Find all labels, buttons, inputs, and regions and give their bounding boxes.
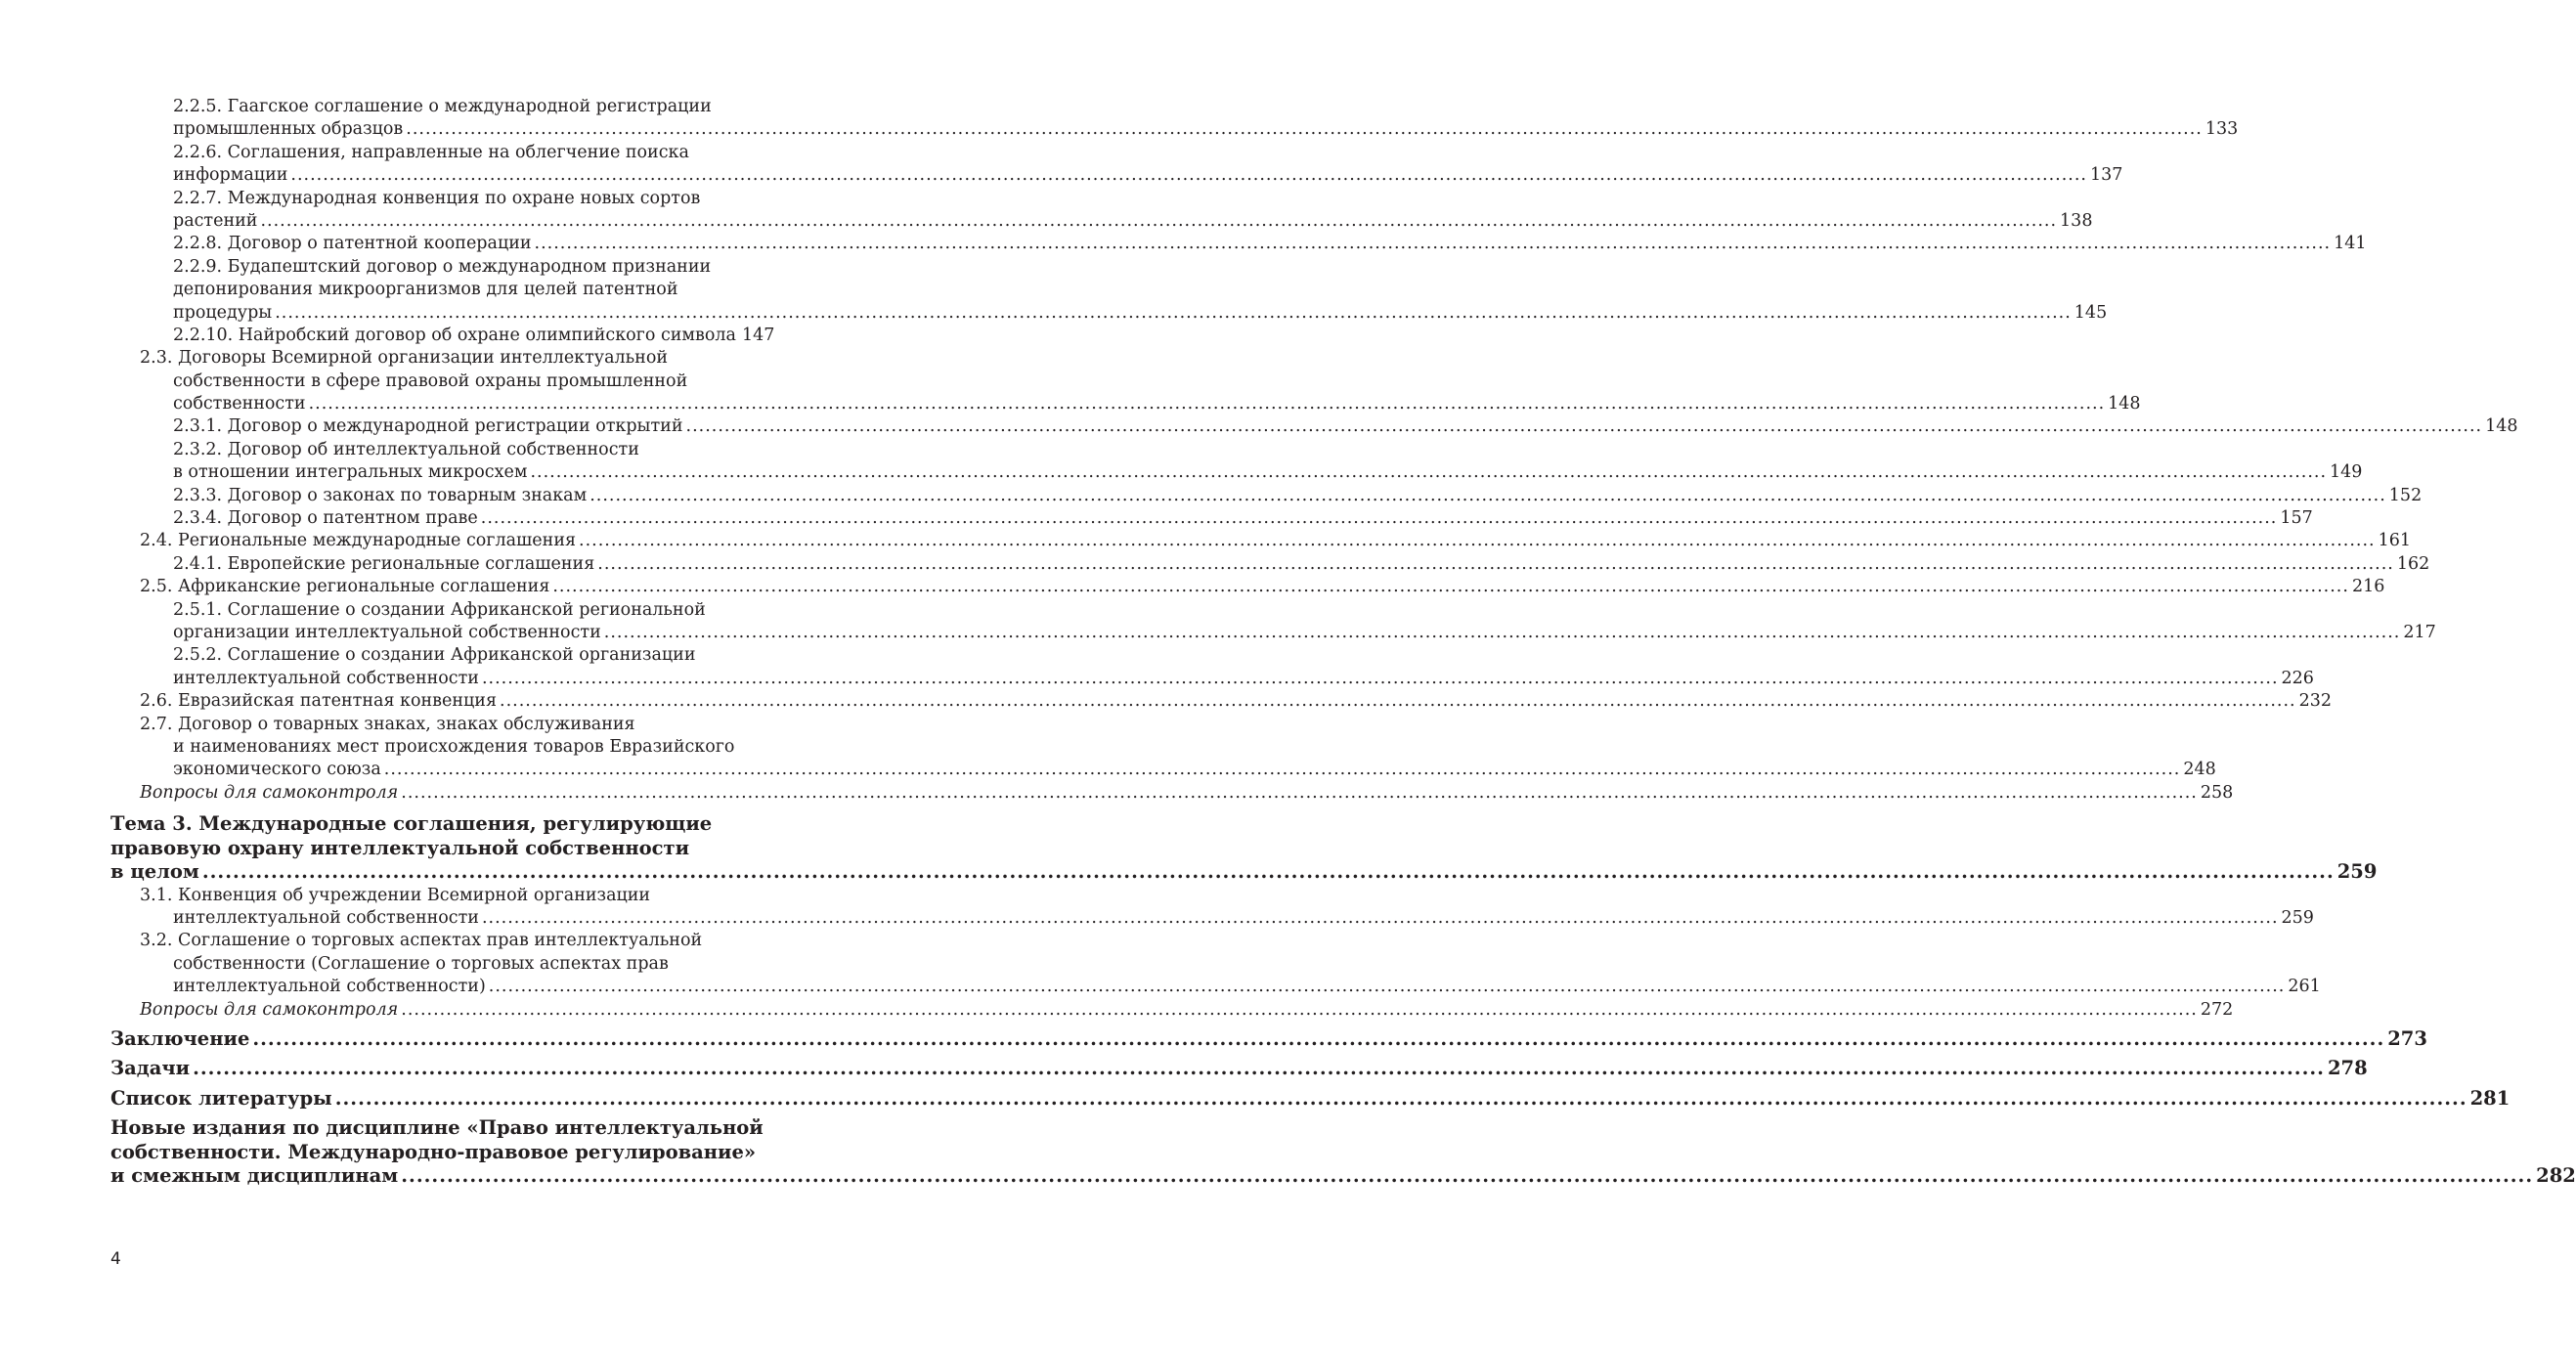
toc-entry-title: промышленных образцов <box>173 119 404 140</box>
toc-chapter-entry <box>110 812 2378 885</box>
toc-entry <box>173 256 2108 325</box>
dot-leader <box>597 553 2394 576</box>
toc-entry-title: информации <box>173 165 288 186</box>
toc-entry-title: 2.3.1. Договор о международной регистрации открытий <box>173 416 683 437</box>
toc-entry <box>173 188 2093 234</box>
toc-page-number: 217 <box>2403 622 2436 642</box>
toc-entry <box>140 690 2332 713</box>
dot-leader <box>604 622 2401 644</box>
dot-leader <box>335 1087 2467 1111</box>
toc-entry-title: 2.5. Африканские региональные соглашения <box>140 577 550 597</box>
toc-entry <box>173 507 2313 530</box>
toc-page-number: 148 <box>2108 394 2141 414</box>
dot-leader <box>530 461 2327 484</box>
toc-entry <box>173 599 2436 645</box>
page-number: 4 <box>110 1249 121 1269</box>
toc-page-number: 278 <box>2327 1057 2368 1080</box>
toc-chapter-entry <box>110 1057 2368 1081</box>
toc-entry-title: 2.2.8. Договор о патентной кооперации <box>173 234 532 254</box>
toc-entry-title: собственности <box>173 394 306 414</box>
toc-entry-line: 2.2.5. Гаагское соглашение о международной регистрации <box>173 97 712 116</box>
toc-entry-title: Список литературы <box>110 1086 332 1110</box>
toc-page-number: 141 <box>2334 234 2367 254</box>
toc-entry <box>140 885 2314 931</box>
toc-entry-line: 2.3. Договоры Всемирной организации интеллектуальной <box>140 348 669 369</box>
toc-entry-line: 2.7. Договор о товарных знаках, знаках обслуживания <box>140 714 635 734</box>
toc-page-number: 152 <box>2388 485 2423 505</box>
toc-entry-line: 2.5.1. Соглашение о создании Африканской региональной <box>173 599 706 620</box>
dot-leader <box>481 507 2278 530</box>
dot-leader <box>535 233 2332 255</box>
toc-entry-title: организации интеллектуальной собственности <box>173 622 601 642</box>
toc-entry-title: интеллектуальной собственности <box>173 908 479 928</box>
dot-leader <box>482 907 2279 930</box>
toc-page-number: 273 <box>2387 1026 2427 1050</box>
toc-entry-title: 2.4. Региональные международные соглашения <box>140 531 577 551</box>
toc-entry <box>173 415 2518 438</box>
dot-leader <box>489 976 2286 998</box>
toc-entry-line: 2.2.7. Международная конвенция по охране новых сортов <box>173 188 701 208</box>
dot-leader <box>500 690 2296 713</box>
table-of-contents <box>0 96 2576 1189</box>
dot-leader <box>686 415 2483 438</box>
toc-chapter-entry <box>110 1086 2511 1111</box>
toc-entry <box>140 782 2234 805</box>
toc-page-number: 161 <box>2378 531 2412 551</box>
toc-page-number: 157 <box>2280 508 2313 529</box>
toc-entry-line: 2.2.9. Будапештский договор о международном признании <box>173 256 712 277</box>
dot-leader <box>384 759 2181 781</box>
toc-entry <box>173 96 2239 142</box>
toc-page-number: 216 <box>2351 577 2385 597</box>
toc-page-number: 137 <box>2089 165 2123 186</box>
toc-entry-line: Новые издания по дисциплине «Право интеллектуальной <box>110 1116 764 1140</box>
toc-page-number: 133 <box>2205 119 2239 140</box>
toc-entry-title: 2.6. Евразийская патентная конвенция <box>140 691 498 712</box>
toc-entry-line: 2.3.2. Договор об интеллектуальной собственности <box>173 439 639 459</box>
dot-leader <box>401 782 2198 805</box>
toc-page-number: 281 <box>2469 1086 2511 1110</box>
toc-page-number: 149 <box>2330 462 2363 483</box>
toc-entry <box>140 530 2412 552</box>
toc-chapter-entry <box>110 1116 2576 1189</box>
toc-entry <box>140 714 2216 782</box>
toc-entry-title: Вопросы для самоконтроля <box>140 782 399 803</box>
toc-entry <box>173 553 2430 576</box>
toc-entry-line: 3.1. Конвенция об учреждении Всемирной организации <box>140 885 651 905</box>
toc-entry <box>173 325 775 347</box>
toc-page-number: 248 <box>2183 760 2216 780</box>
dot-leader <box>401 999 2198 1022</box>
toc-entry-title: Задачи <box>110 1057 191 1080</box>
dot-leader <box>275 302 2072 325</box>
toc-entry-line: собственности (Соглашение о торговых аспектах прав <box>173 953 669 974</box>
dot-leader <box>482 668 2279 690</box>
toc-entry <box>140 999 2234 1022</box>
dot-leader <box>252 1027 2384 1052</box>
dot-leader <box>552 576 2349 598</box>
toc-entry-title: экономического союза <box>173 760 381 780</box>
toc-entry <box>173 439 2363 485</box>
toc-entry <box>173 142 2123 188</box>
toc-page-number: 258 <box>2200 782 2234 803</box>
toc-entry <box>173 644 2314 690</box>
toc-entry <box>140 347 2141 415</box>
toc-page-number: 162 <box>2396 553 2430 574</box>
toc-entry-title: и смежным дисциплинам <box>110 1164 399 1188</box>
dot-leader <box>193 1057 2325 1081</box>
toc-page-number: 138 <box>2060 210 2093 231</box>
toc-page-number: 259 <box>2336 860 2378 884</box>
dot-leader <box>579 530 2376 552</box>
toc-page-number: 259 <box>2281 908 2314 928</box>
toc-entry-line: собственности в сфере правовой охраны промышленной <box>173 370 688 391</box>
toc-entry-title: 2.3.3. Договор о законах по товарным знакам <box>173 485 588 505</box>
toc-chapter-entry <box>110 1026 2427 1052</box>
dot-leader <box>589 485 2386 507</box>
toc-entry-title: 2.4.1. Европейские региональные соглашения <box>173 553 595 574</box>
toc-entry-title: в отношении интегральных микросхем <box>173 462 528 483</box>
toc-entry-line: Тема 3. Международные соглашения, регулирующие <box>110 812 713 836</box>
toc-page-number: 145 <box>2074 302 2108 323</box>
dot-leader <box>401 1164 2533 1189</box>
toc-page-number: 148 <box>2485 416 2518 437</box>
toc-entry-title: 2.2.10. Найробский договор об охране олимпийского символа <box>173 325 736 345</box>
toc-entry-title: интеллектуальной собственности) <box>173 977 486 997</box>
toc-entry <box>173 233 2367 255</box>
dot-leader <box>406 118 2203 141</box>
toc-entry-line: депонирования микроорганизмов для целей патентной <box>173 280 678 300</box>
toc-entry-line: и наименованиях мест происхождения товаров Евразийского <box>173 736 735 757</box>
toc-entry-title: Вопросы для самоконтроля <box>140 999 399 1020</box>
toc-page-number: 232 <box>2298 691 2332 712</box>
dot-leader <box>260 210 2057 233</box>
toc-entry-line: 3.2. Соглашение о торговых аспектах прав интеллектуальной <box>140 931 703 951</box>
dot-leader <box>309 393 2106 415</box>
dot-leader <box>202 860 2335 885</box>
toc-page-number: 226 <box>2281 668 2314 688</box>
toc-entry-line: 2.2.6. Соглашения, направленные на облегчение поиска <box>173 142 689 162</box>
toc-entry-title: Заключение <box>110 1026 250 1050</box>
toc-entry-line: 2.5.2. Соглашение о создании Африканской организации <box>173 645 696 666</box>
toc-page-number: 272 <box>2200 999 2234 1020</box>
toc-entry-title: в целом <box>110 860 199 884</box>
toc-entry <box>140 576 2385 598</box>
toc-page-number: 261 <box>2288 977 2321 997</box>
toc-entry <box>173 485 2423 507</box>
toc-entry-title: интеллектуальной собственности <box>173 668 479 688</box>
toc-entry-title: растений <box>173 210 258 231</box>
toc-entry-title: 2.3.4. Договор о патентном праве <box>173 508 478 529</box>
toc-entry <box>140 930 2321 998</box>
toc-entry-title: процедуры <box>173 302 273 323</box>
toc-entry-line: правовую охрану интеллектуальной собственности <box>110 836 690 859</box>
toc-entry-line: собственности. Международно-правовое регулирование» <box>110 1140 757 1163</box>
toc-page-number: 147 <box>741 325 775 345</box>
dot-leader <box>290 164 2087 187</box>
toc-page-number: 282 <box>2536 1164 2576 1188</box>
